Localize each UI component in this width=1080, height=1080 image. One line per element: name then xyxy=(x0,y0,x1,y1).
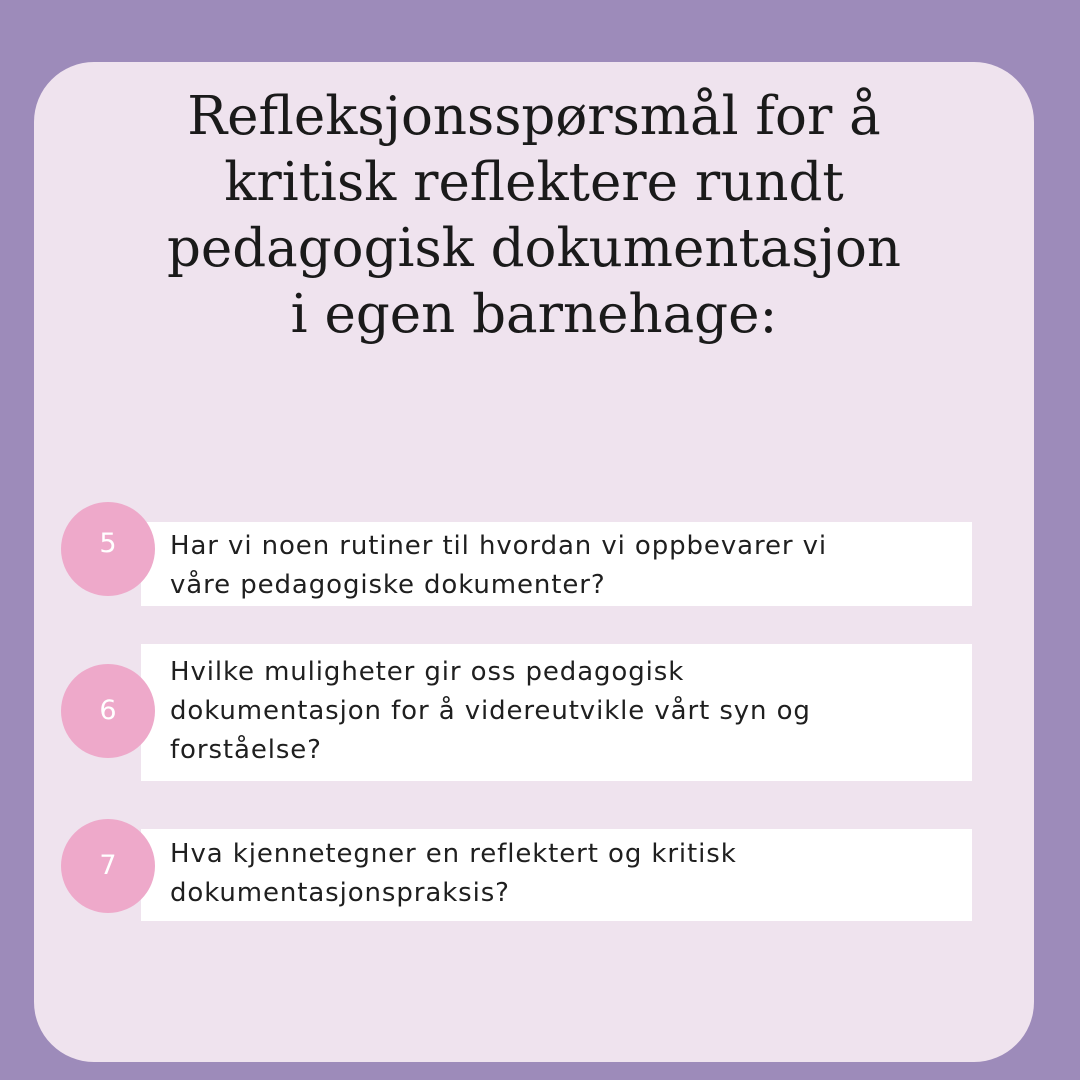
page-title xyxy=(54,84,1014,348)
question-box xyxy=(141,644,972,781)
content-card xyxy=(34,62,1034,1062)
title-line: Refleksjonsspørsmål for å xyxy=(187,86,881,147)
question-text xyxy=(170,835,952,913)
question-text xyxy=(170,527,952,605)
question-line: dokumentasjonspraksis? xyxy=(170,878,510,908)
question-line: dokumentasjon for å videreutvikle vårt syn og xyxy=(170,696,811,726)
question-box xyxy=(141,829,972,921)
question-line: Har vi noen rutiner til hvordan vi oppbevarer vi xyxy=(170,531,828,561)
question-line: Hvilke muligheter gir oss pedagogisk xyxy=(170,657,685,687)
question-number-badge: 6 xyxy=(61,664,155,758)
question-text xyxy=(170,653,952,770)
question-line: våre pedagogiske dokumenter? xyxy=(170,570,606,600)
question-line: forståelse? xyxy=(170,735,322,765)
title-line: pedagogisk dokumentasjon xyxy=(166,218,902,279)
question-box xyxy=(141,522,972,606)
title-line: i egen barnehage: xyxy=(290,284,778,345)
question-line: Hva kjennetegner en reflektert og kritisk xyxy=(170,839,737,869)
title-line: kritisk reflektere rundt xyxy=(224,152,844,213)
question-number-badge: 5 xyxy=(61,502,155,596)
question-number-badge: 7 xyxy=(61,819,155,913)
